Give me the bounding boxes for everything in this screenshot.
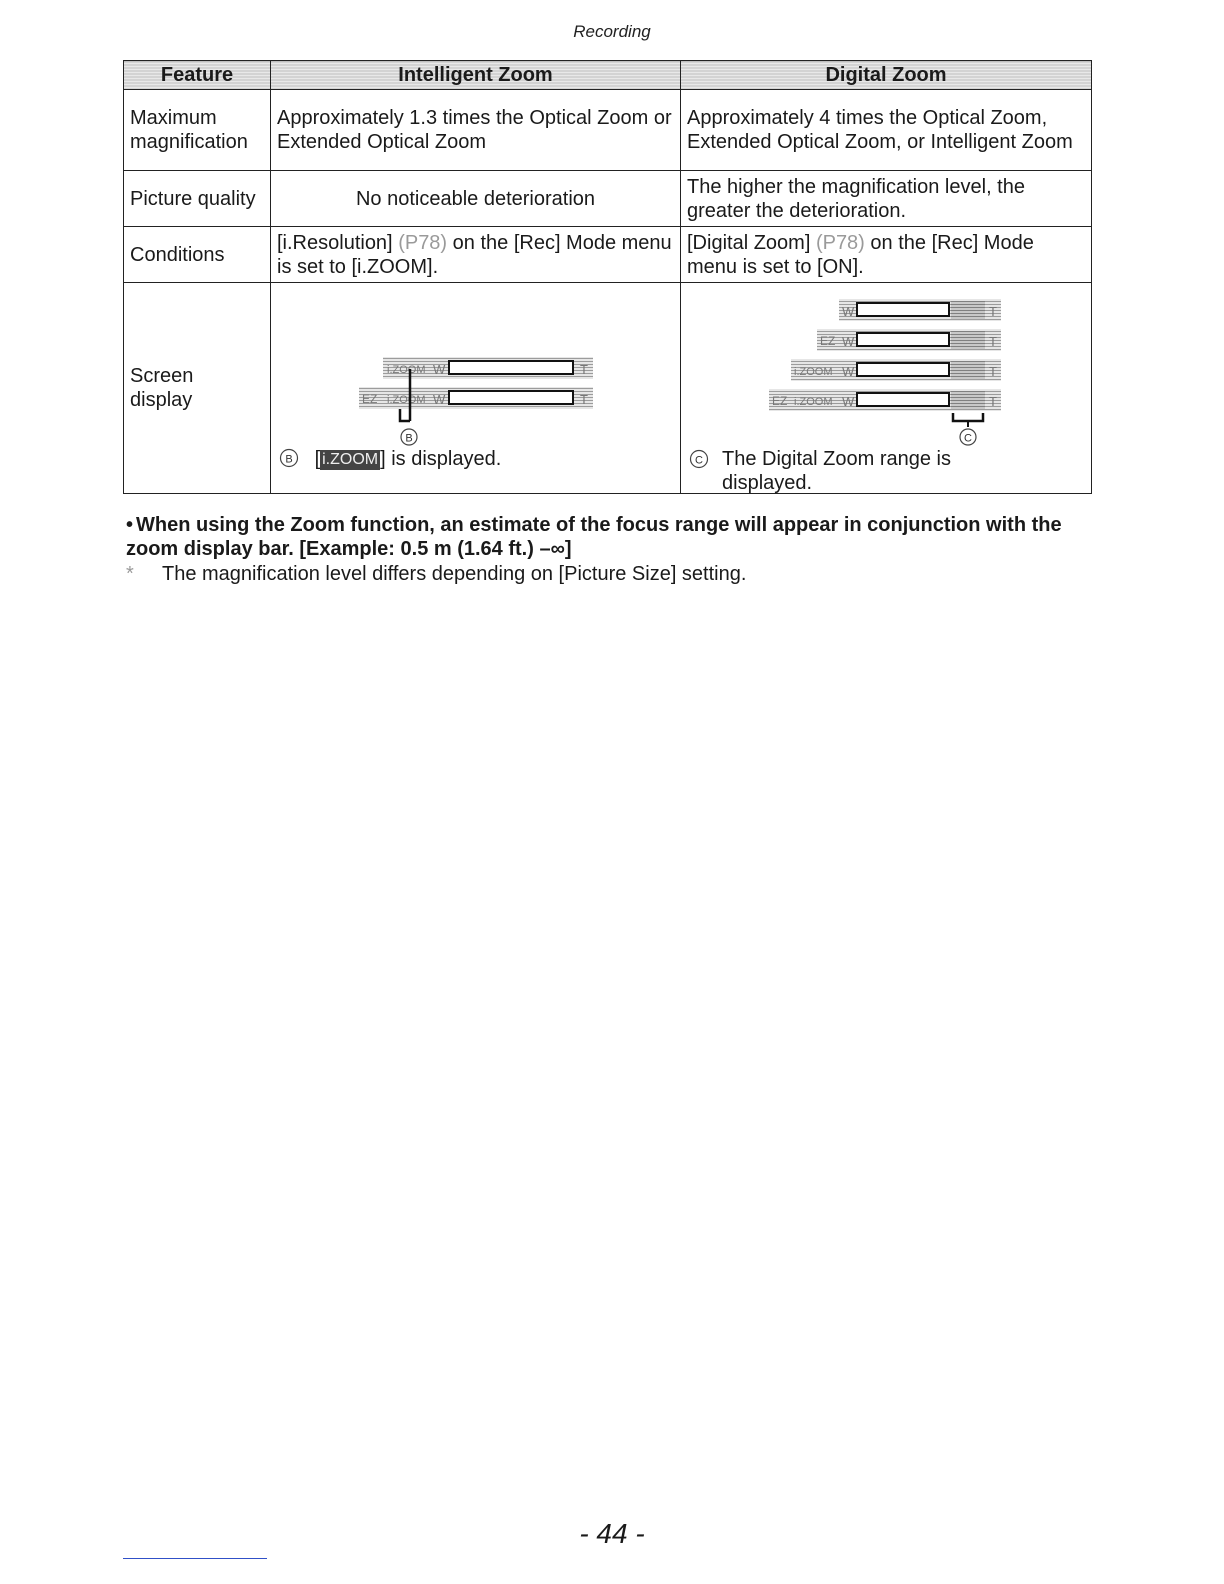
intelligent-max-magnification: Approximately 1.3 times the Optical Zoom or Extended Optical Zoom <box>271 90 681 171</box>
wide-label: W <box>842 394 855 409</box>
header-intelligent-zoom: Intelligent Zoom <box>271 61 681 90</box>
marker-c-icon <box>689 449 709 469</box>
condition-text: on the [Rec] Mode menu is set to [i.ZOOM]. <box>277 231 672 278</box>
digital-max-magnification: Approximately 4 times the Optical Zoom, Extended Optical Zoom, or Intelligent Zoom <box>681 90 1092 171</box>
tele-label: T <box>989 364 997 379</box>
zoom-slider-track <box>857 303 949 316</box>
page-reference: (P78) <box>815 231 865 254</box>
asterisk-mark: * <box>126 563 134 585</box>
tele-label: T <box>580 392 588 407</box>
marker-b-icon <box>279 448 299 468</box>
zoom-slider-track <box>857 363 949 376</box>
header-feature: Feature <box>124 61 271 90</box>
digital-conditions <box>681 227 1092 283</box>
izoom-label: i.ZOOM <box>794 396 833 408</box>
intelligent-screen-display <box>271 283 681 494</box>
tele-label: T <box>580 362 588 377</box>
zoom-slider-track <box>857 393 949 406</box>
intelligent-conditions <box>271 227 681 283</box>
caption-open-bracket: [ <box>314 448 321 470</box>
focus-range-note <box>126 513 1066 561</box>
wide-label: W <box>842 334 855 349</box>
range-bracket <box>953 413 983 421</box>
row-label-picture-quality: Picture quality <box>124 171 271 227</box>
wide-label: W <box>842 364 855 379</box>
tele-label: T <box>989 334 997 349</box>
table-row <box>124 171 1092 227</box>
wide-label: W <box>842 304 855 319</box>
header-digital-zoom: Digital Zoom <box>681 61 1092 90</box>
section-title: Recording <box>573 22 651 41</box>
ez-label: EZ <box>820 334 836 348</box>
table-header-row <box>124 61 1092 90</box>
intelligent-screen-caption <box>279 447 501 471</box>
marker-bracket <box>400 409 410 421</box>
caption-text: The Digital Zoom range is displayed. <box>722 448 951 494</box>
row-label-conditions: Conditions <box>124 227 271 283</box>
tele-label: T <box>989 394 997 409</box>
page-reference: (P78) <box>398 231 448 254</box>
izoom-label: i.ZOOM <box>387 394 426 406</box>
table-row <box>124 227 1092 283</box>
zoom-slider-track <box>857 333 949 346</box>
condition-text: on the [Rec] Mode menu is set to [ON]. <box>687 231 1034 278</box>
digital-range-segment <box>951 391 985 409</box>
page-number: - 44 - <box>579 1518 645 1549</box>
svg-text:C: C <box>695 454 703 467</box>
digital-picture-quality: The higher the magnification level, the greater the deterioration. <box>681 171 1092 227</box>
digital-range-segment <box>951 301 985 319</box>
marker-b-letter: B <box>405 432 413 445</box>
izoom-label: i.ZOOM <box>387 364 426 376</box>
digital-screen-display <box>681 283 1092 494</box>
zoom-comparison-table <box>123 60 1092 494</box>
intelligent-picture-quality: No noticeable deterioration <box>271 171 681 227</box>
focus-range-note-text: When using the Zoom function, an estimate of the focus range will appear in conjunction with the zoom display bar. [Example: 0.5 m (1.64 ft.) –∞] <box>126 514 1062 560</box>
setting-name: [Digital Zoom] <box>687 231 811 254</box>
zoom-slider-track <box>449 361 573 374</box>
row-label-screen-display: Screen display <box>130 365 194 411</box>
izoom-label: i.ZOOM <box>794 366 833 378</box>
tele-label: T <box>989 304 997 319</box>
row-label-max-magnification: Maximum magnification <box>124 90 271 171</box>
row-label-screen-display-cell <box>124 283 271 494</box>
setting-name: [i.Resolution] <box>277 231 393 254</box>
wide-label: W <box>433 392 446 407</box>
marker-c-letter: C <box>964 432 972 445</box>
caption-text: ] is displayed. <box>380 448 502 470</box>
digital-range-segment <box>951 361 985 379</box>
footer-rule <box>123 1558 267 1559</box>
wide-label: W <box>433 362 446 377</box>
izoom-badge-icon: i.ZOOM <box>322 451 379 468</box>
ez-label: EZ <box>362 392 378 406</box>
table-row <box>124 283 1092 494</box>
svg-text:B: B <box>285 453 293 466</box>
digital-range-segment <box>951 331 985 349</box>
ez-label: EZ <box>772 394 788 408</box>
table-row <box>124 90 1092 171</box>
magnification-footnote <box>126 562 746 586</box>
digital-screen-caption <box>689 447 1084 495</box>
bullet-icon: • <box>126 514 134 536</box>
zoom-slider-track <box>449 391 573 404</box>
magnification-footnote-text: The magnification level differs depending on [Picture Size] setting. <box>162 563 747 585</box>
